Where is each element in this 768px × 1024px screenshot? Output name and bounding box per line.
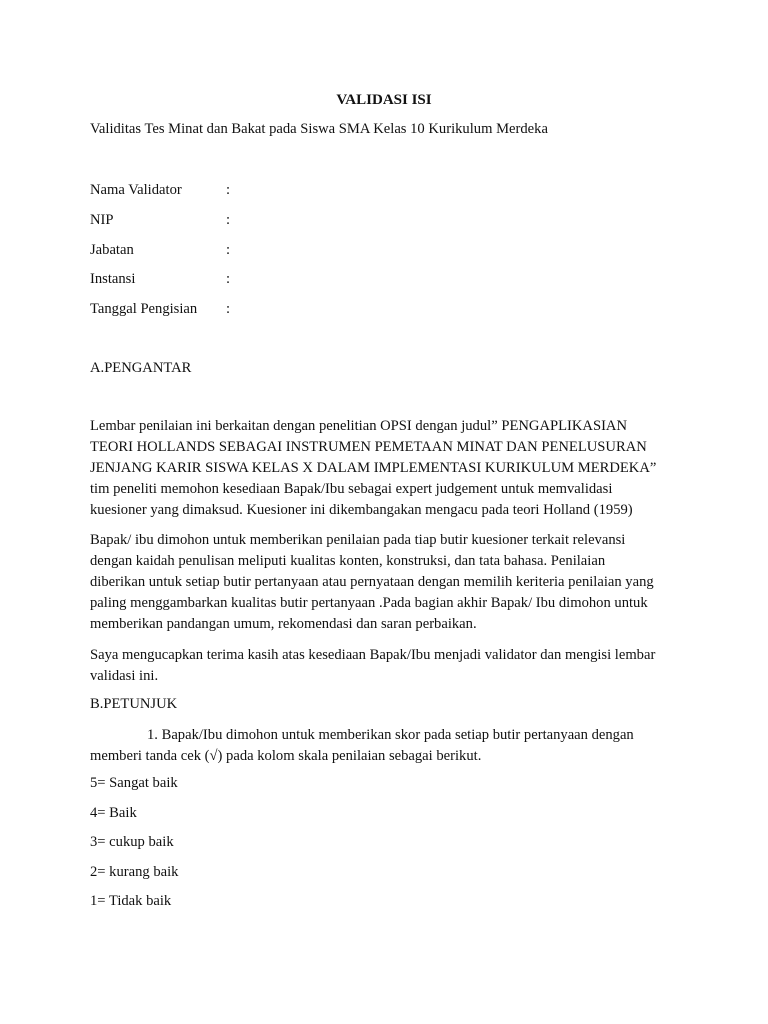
scale-item-5: 5= Sangat baik [90,775,178,791]
field-nip [90,212,690,232]
text-line: dengan kaidah penulisan meliputi kualitas konten, konstruksi, dan tata bahasa. Penilaian [90,553,606,569]
field-label: Tanggal Pengisian [90,301,198,317]
section-a-heading: A.PENGANTAR [90,360,192,376]
field-label: Nama Validator [90,182,182,198]
field-label: Jabatan [90,242,134,258]
text-line: memberi tanda cek (√) pada kolom skala penilaian sebagai berikut. [90,748,482,764]
field-jabatan [90,242,690,262]
scale-item-4: 4= Baik [90,805,137,821]
field-colon: : [226,212,231,228]
text-line: Lembar penilaian ini berkaitan dengan penelitian OPSI dengan judul” PENGAPLIKASIAN [90,418,628,434]
scale-item-2: 2= kurang baik [90,864,179,880]
section-a-paragraph-1 [90,416,690,521]
section-b-heading: B.PETUNJUK [90,696,178,712]
field-colon: : [226,301,231,317]
scale-item-3: 3= cukup baik [90,834,174,850]
field-instansi [90,271,690,291]
text-line: diberikan untuk setiap butir pertanyaan atau pernyataan dengan memilih keriteria penilaian yang [90,574,654,590]
section-a-paragraph-2 [90,530,690,635]
text-line: memberikan pandangan umum, rekomendasi dan saran perbaikan. [90,616,477,632]
scale-item-1: 1= Tidak baik [90,893,172,909]
document-subtitle: Validitas Tes Minat dan Bakat pada Siswa SMA Kelas 10 Kurikulum Merdeka [90,121,548,137]
text-line: kuesioner yang dimaksud. Kuesioner ini dikembangakan mengacu pada teori Holland (1959) [90,502,633,518]
field-colon: : [226,242,231,258]
field-colon: : [226,271,231,287]
section-a-paragraph-3 [90,645,690,687]
text-line: paling menggambarkan kualitas butir pertanyaan .Pada bagian akhir Bapak/ Ibu dimohon untuk [90,595,648,611]
field-nama-validator [90,182,690,202]
section-b-instruction [90,725,690,767]
field-label: NIP [90,212,114,228]
field-colon: : [226,182,231,198]
field-tanggal-pengisian [90,301,690,321]
text-line: Bapak/ ibu dimohon untuk memberikan penilaian pada tiap butir kuesioner terkait relevansi [90,532,626,548]
field-label: Instansi [90,271,136,287]
text-line: tim peneliti memohon kesediaan Bapak/Ibu sebagai expert judgement untuk memvalidasi [90,481,613,497]
text-line: validasi ini. [90,668,159,684]
text-line: JENJANG KARIR SISWA KELAS X DALAM IMPLEMENTASI KURIKULUM MERDEKA” [90,460,657,476]
text-line: TEORI HOLLANDS SEBAGAI INSTRUMEN PEMETAAN MINAT DAN PENELUSURAN [90,439,647,455]
document-title: VALIDASI ISI [336,92,432,108]
text-line: 1. Bapak/Ibu dimohon untuk memberikan skor pada setiap butir pertanyaan dengan [147,727,634,743]
text-line: Saya mengucapkan terima kasih atas kesediaan Bapak/Ibu menjadi validator dan mengisi lembar [90,647,656,663]
